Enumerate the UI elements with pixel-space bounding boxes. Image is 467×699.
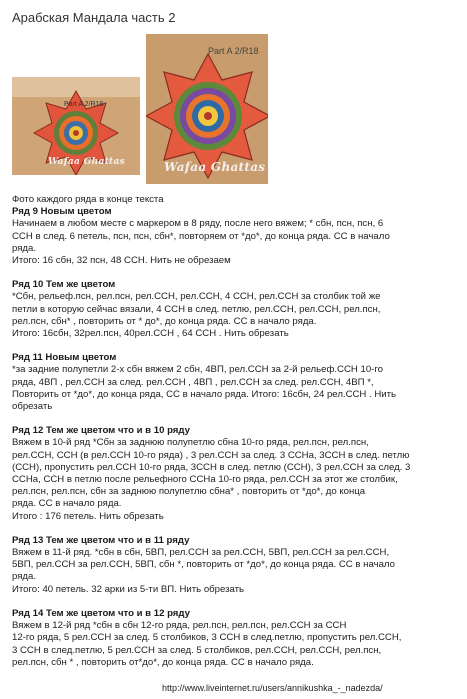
- section-heading: Ряд 9 Новым цветом: [12, 206, 112, 218]
- section-heading: Ряд 11 Новым цветом: [12, 352, 117, 364]
- section-line: (ССН), пропустить рел.ССН 10-го ряда, 3ССН в след. петлю (ССН), 3 рел.ССН за след. 3: [12, 461, 411, 473]
- section-line: Вяжем в 10-й ряд *Сбн за заднюю полупетлю сбна 10-го ряда, рел.псн, рел.псн,: [12, 437, 369, 449]
- photo-label-small: Part A 2/R18: [64, 101, 104, 108]
- section-line: *Сбн, рельеф.псн, рел.псн, рел.ССН, рел.ССН, 4 ССН, рел.ССН за столбик той же: [12, 291, 381, 303]
- section-line: Вяжем в 11-й ряд. *сбн в сбн, 5ВП, рел.ССН за рел.ССН, 5ВП, рел.ССН за рел.ССН,: [12, 547, 390, 559]
- section-heading: Ряд 12 Тем же цветом что и в 10 ряду: [12, 425, 190, 437]
- section-line: ряда. СС в начало ряда.: [12, 498, 122, 510]
- section-row-10: [12, 279, 460, 340]
- section-line: ряда, 4ВП , рел.ССН за след. рел.ССН , 4ВП , рел.ССН за след. рел.ССН, 4ВП *,: [12, 376, 374, 388]
- section-line: рел.псн, сбн* , повторить от * до*, до конца ряда. СС в начало ряда.: [12, 315, 317, 327]
- section-line: Повторить от *до*, до конца ряда, СС в начало ряда. Итого: 16сбн, 24 рел.ССН . Нить: [12, 388, 397, 400]
- section-line: Итого: 16сбн, 32рел.псн, 40рел.ССН , 64 ССН . Нить обрезать: [12, 328, 289, 340]
- section-line: ряда.: [12, 242, 37, 254]
- section-line: ССН в след. 6 петель, псн, псн, сбн*, повторяем от *до*, до конца ряда. СС в начало: [12, 230, 390, 242]
- section-line: Итого: 40 петель. 32 арки из 5-ти ВП. Нить обрезать: [12, 583, 245, 595]
- section-line: *за задние полупетли 2-х сбн вяжем 2 сбн, 4ВП, рел.ССН за 2-й рельеф.ССН 10-го: [12, 364, 383, 376]
- section-line: Итого : 176 петель. Нить обрезать: [12, 510, 164, 522]
- photo-label-large: Part A 2/R18: [208, 46, 259, 56]
- section-line: рел.псн, рел.псн, сбн за заднюю полупетлю сбна* , повторить от *до*, до конца: [12, 486, 366, 498]
- section-line: петли в которую сейчас вязали, 4 ССН в след. петлю, рел.ССН, рел.ССН, рел.псн,: [12, 303, 381, 315]
- intro-text: Фото каждого ряда в конце текста: [12, 194, 164, 205]
- section-row-13: [12, 535, 460, 596]
- section-line: 5ВП, рел.ССН за рел.ССН, 5ВП, сбн *, повторить от *до*, до конца ряда. СС в начало: [12, 559, 395, 571]
- source-url[interactable]: http://www.liveinternet.ru/users/annikushka_-_nadezda/: [162, 683, 383, 693]
- section-row-12: [12, 425, 460, 523]
- page-title: Арабская Мандала часть 2: [12, 10, 176, 25]
- section-line: Вяжем в 12-й ряд *сбн в сбн 12-го ряда, рел.псн, рел.псн, рел.ССН за ССН: [12, 620, 347, 632]
- section-line: 12-го ряда, 5 рел.ССН за след. 5 столбиков, 3 ССН в след.петлю, пропустить рел.ССН,: [12, 632, 402, 644]
- section-line: рел.ССН, ССН (в рел.ССН 10-го ряда) , 3 рел.ССН за след. 3 ССНа, 3ССН в след. петлю: [12, 449, 410, 461]
- section-line: рел.псн, сбн * , повторить от*до*, до конца ряда. СС в начало ряда.: [12, 656, 314, 668]
- section-row-14: [12, 608, 460, 669]
- section-line: Итого: 16 сбн, 32 псн, 48 ССН. Нить не обрезаем: [12, 255, 231, 267]
- section-line: 3 ССН в след.петлю, 5 рел.ССН за след. 5 столбиков, рел.ССН, рел.ССН, рел.псн,: [12, 644, 382, 656]
- section-row-9: [12, 206, 460, 267]
- section-line: Начинаем в любом месте с маркером в 8 ряду, после него вяжем; * сбн, псн, псн, 6: [12, 218, 384, 230]
- section-line: ССНа, ССН в петлю после рельефного ССНа 10-го ряда, рел.ССН за этот же столбик,: [12, 474, 398, 486]
- section-heading: Ряд 14 Тем же цветом что и в 12 ряду: [12, 607, 190, 619]
- section-line: обрезать: [12, 401, 53, 413]
- photo-mandala-large: [146, 34, 268, 184]
- photo-mandala-small: [12, 77, 140, 175]
- section-row-11: [12, 352, 460, 413]
- section-heading: Ряд 13 Тем же цветом что и в 11 ряду: [12, 534, 190, 546]
- section-line: ряда.: [12, 571, 37, 583]
- photo-signature-small: Wafaa Ghattas: [48, 157, 125, 167]
- photo-signature-large: Wafaa Ghattas: [164, 160, 266, 174]
- instructions-body: [12, 194, 460, 669]
- section-heading: Ряд 10 Тем же цветом: [12, 279, 116, 291]
